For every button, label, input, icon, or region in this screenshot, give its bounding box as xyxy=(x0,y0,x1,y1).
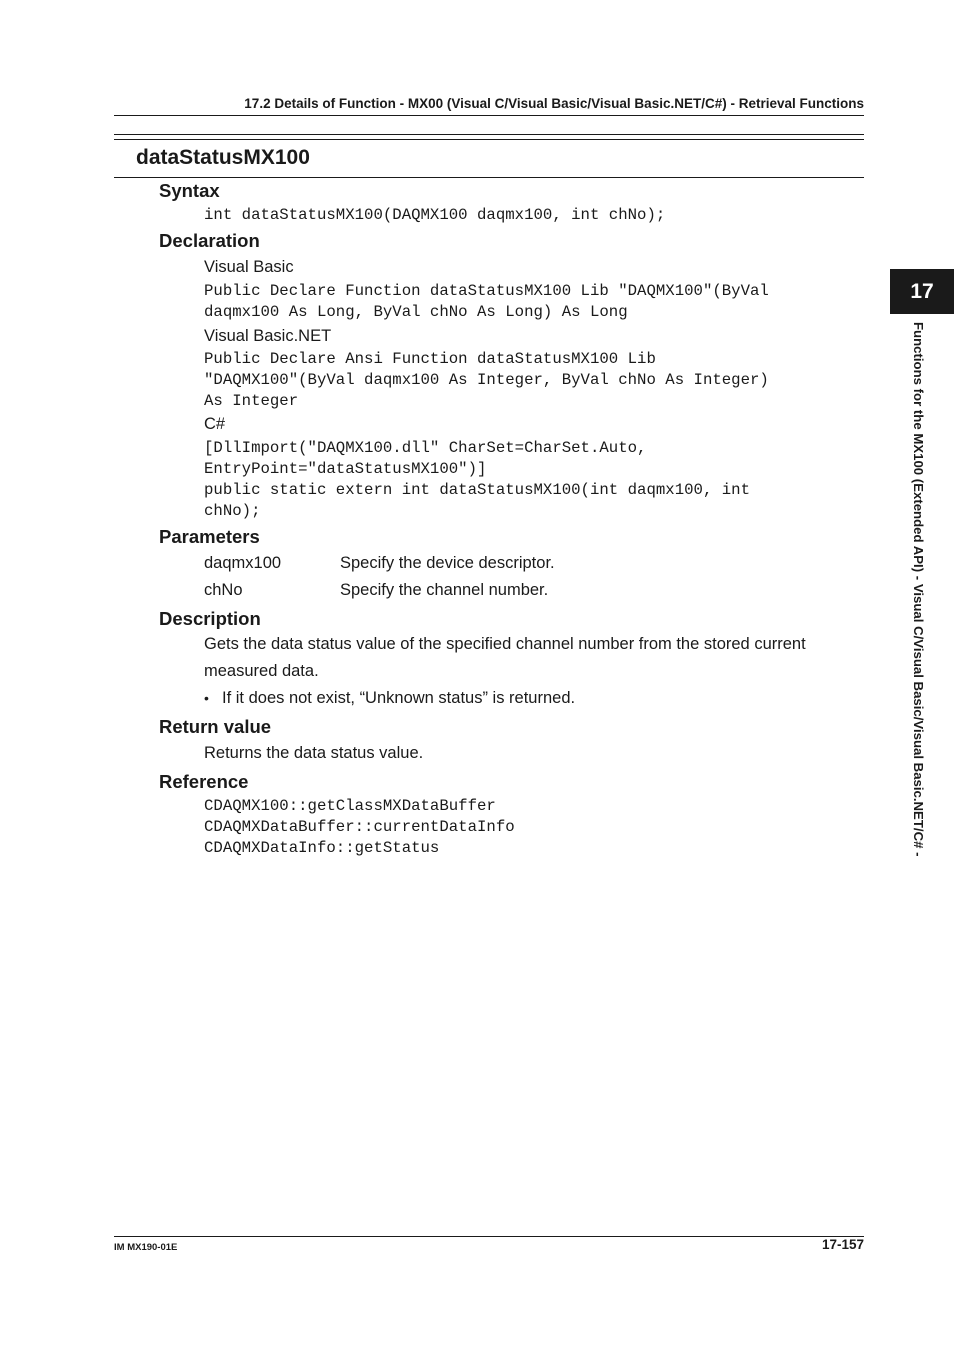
bullet-marker: • xyxy=(204,690,209,706)
return-value-heading: Return value xyxy=(159,716,272,737)
title-rule-top-2 xyxy=(114,139,864,140)
return-value-text: Returns the data status value. xyxy=(204,744,424,762)
chapter-side-title: Functions for the MX100 (Extended API) - Visual C/Visual Basic/Visual Basic.NET/C# - xyxy=(911,322,926,857)
vb-label: Visual Basic xyxy=(204,258,294,276)
declaration-heading: Declaration xyxy=(159,230,260,251)
param-desc-chno: Specify the channel number. xyxy=(340,581,549,599)
vb-code: Public Declare Function dataStatusMX100 Lib "DAQMX100"(ByVal daqmx100 As Long, ByVal chNo As Long) As Long xyxy=(204,282,769,321)
page-number: 17-157 xyxy=(821,1237,864,1252)
manual-id: IM MX190-01E xyxy=(114,1242,178,1253)
vbnet-label: Visual Basic.NET xyxy=(204,327,332,345)
cs-label: C# xyxy=(204,415,226,433)
page-title: dataStatusMX100 xyxy=(136,146,310,169)
syntax-heading: Syntax xyxy=(159,180,220,201)
vbnet-code: Public Declare Ansi Function dataStatusMX100 Lib "DAQMX100"(ByVal daqmx100 As Integer, ByVal chNo As Integer) As Integer xyxy=(204,350,769,410)
description-text: Gets the data status value of the specified channel number from the stored current measured data. xyxy=(204,635,806,680)
description-heading: Description xyxy=(159,608,261,629)
param-name-daqmx100: daqmx100 xyxy=(204,554,282,572)
description-bullet: If it does not exist, “Unknown status” is returned. xyxy=(222,689,576,707)
param-desc-daqmx100: Specify the device descriptor. xyxy=(340,554,555,572)
chapter-tab: 17 xyxy=(890,269,954,314)
syntax-code: int dataStatusMX100(DAQMX100 daqmx100, int chNo); xyxy=(204,206,666,224)
header-rule xyxy=(114,115,864,116)
reference-code: CDAQMX100::getClassMXDataBuffer CDAQMXDataBuffer::currentDataInfo CDAQMXDataInfo::getStatus xyxy=(204,797,515,857)
footer-rule xyxy=(114,1236,864,1237)
title-rule-top-1 xyxy=(114,134,864,135)
param-name-chno: chNo xyxy=(204,581,243,599)
title-rule-bottom xyxy=(114,177,864,178)
running-header: 17.2 Details of Function - MX00 (Visual C/Visual Basic/Visual Basic.NET/C#) - Retrieval Functions xyxy=(244,96,864,111)
cs-code: [DllImport("DAQMX100.dll" CharSet=CharSet.Auto, EntryPoint="dataStatusMX100")] public static extern int dataStatusMX100(int daqmx100, int chNo); xyxy=(204,439,751,520)
parameters-heading: Parameters xyxy=(159,526,260,547)
reference-heading: Reference xyxy=(159,771,249,792)
